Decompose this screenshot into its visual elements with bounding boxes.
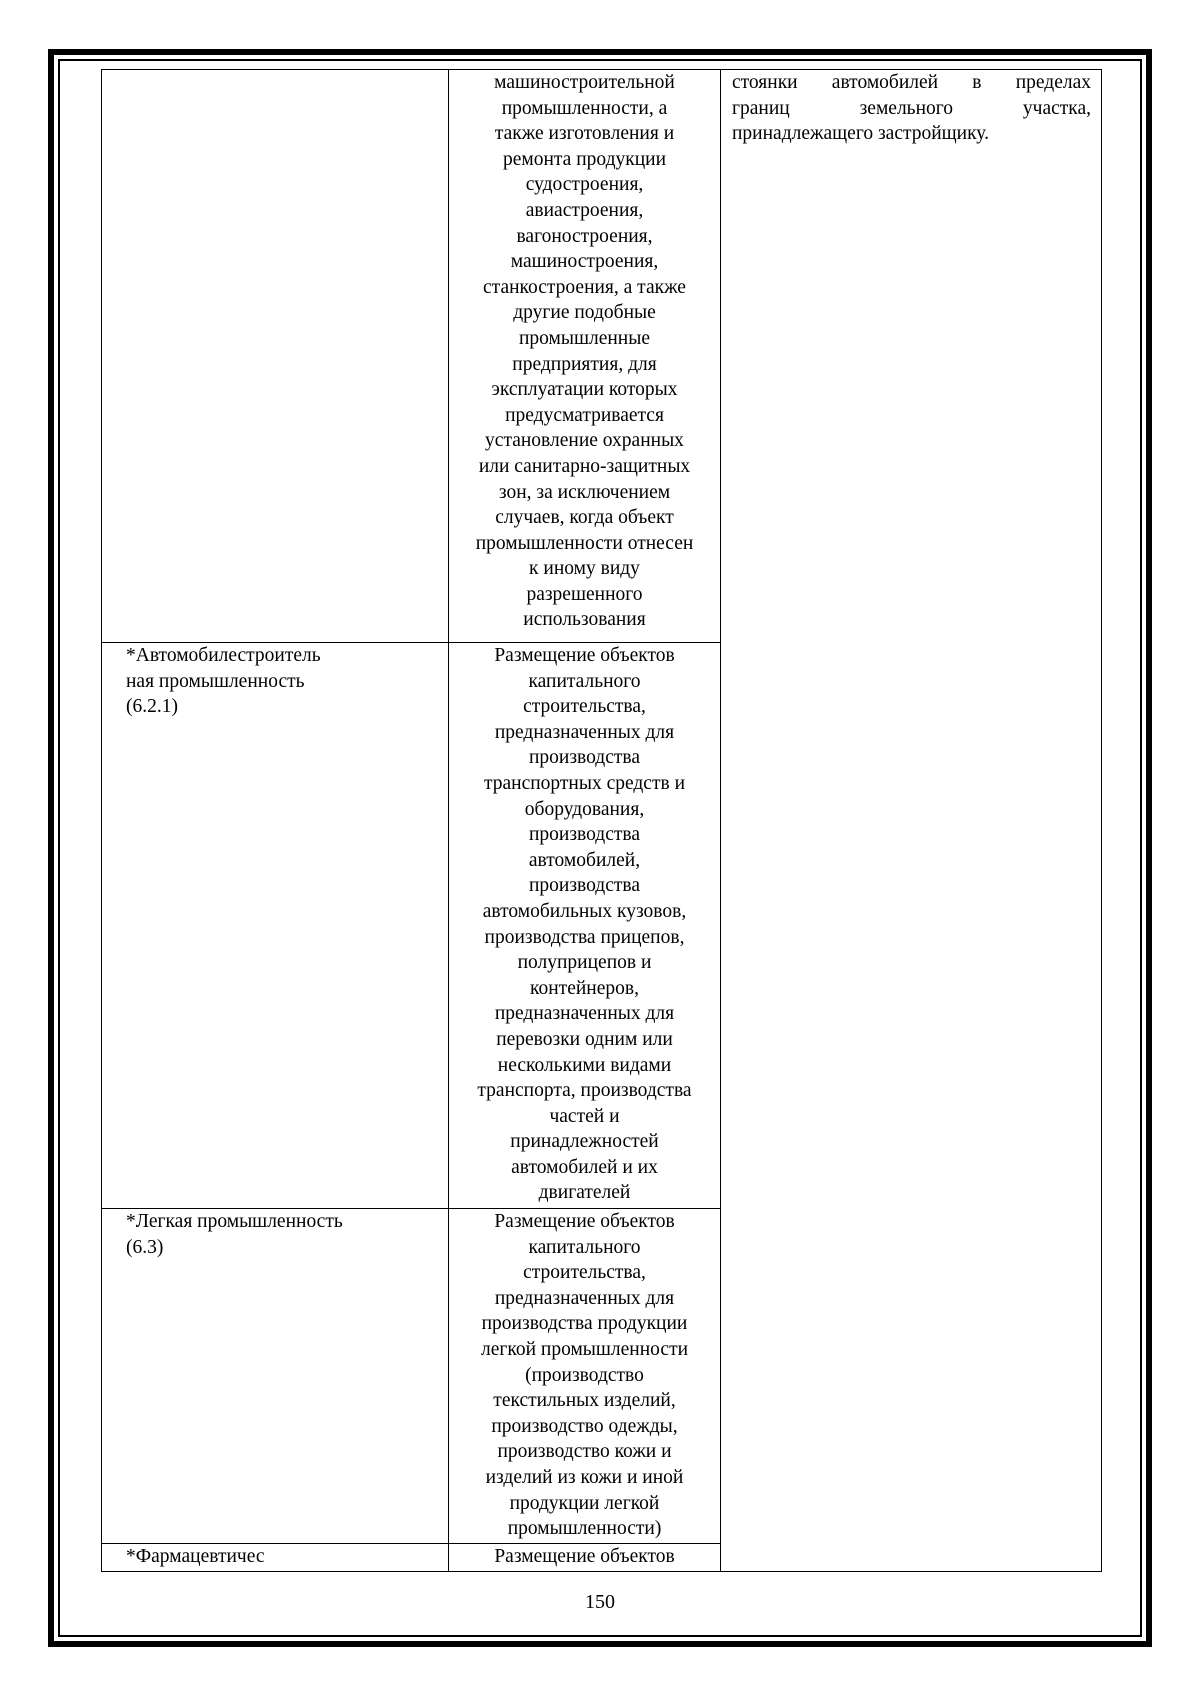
land-use-name-cell <box>102 643 449 1209</box>
description-line: вагоностроения, <box>516 225 653 247</box>
description-line: Размещение объектов <box>494 1211 675 1232</box>
description-line: принадлежностей <box>510 1131 659 1153</box>
land-use-description-cell <box>449 1209 721 1544</box>
land-use-description-cell <box>449 1544 721 1572</box>
description-line: капитального <box>528 670 641 692</box>
regulations-table <box>101 69 1102 1572</box>
description-line: или санитарно-защитных <box>478 455 691 477</box>
description-line: автомобилей, <box>528 849 641 871</box>
description-line: авиастроения, <box>525 199 644 221</box>
land-use-name-cell <box>102 70 449 643</box>
land-use-name-cell <box>102 1209 449 1544</box>
name-line: *Автомобилестроитель <box>126 645 321 666</box>
description-line: предназначенных для <box>494 1003 675 1025</box>
description-line: использования <box>523 609 646 631</box>
description-line: предусматривается <box>505 404 664 426</box>
description-line: полуприцепов и <box>517 952 652 974</box>
description-line: изделий из кожи и иной <box>485 1466 684 1488</box>
description-line: к иному виду <box>529 558 640 580</box>
description-line: легкой промышленности <box>480 1338 689 1360</box>
name-line: (6.2.1) <box>126 696 178 718</box>
description-line: установление охранных <box>485 430 684 452</box>
description-line: текстильных изделий, <box>493 1390 676 1412</box>
description-line: несколькими видами <box>497 1054 672 1076</box>
description-line: предприятия, для <box>512 353 657 375</box>
description-line: разрешенного <box>526 583 643 605</box>
land-use-name-cell <box>102 1544 449 1572</box>
description-line: промышленности отнесен <box>475 532 694 554</box>
description-line: также изготовления и <box>494 123 675 145</box>
description-line: капитального <box>528 1236 641 1258</box>
description-line: машиностроения, <box>510 251 659 273</box>
name-line: *Фармацевтичес <box>126 1546 265 1567</box>
description-line: производство одежды, <box>491 1415 678 1437</box>
description-line: частей и <box>549 1105 620 1127</box>
description-line: машиностроительной <box>494 72 675 93</box>
description-line: другие подобные <box>513 302 656 324</box>
description-line: автомобильных кузовов, <box>482 900 687 922</box>
description-line: станкостроения, а также <box>483 276 686 298</box>
description-line: двигателей <box>538 1182 631 1204</box>
description-line: случаев, когда объект <box>495 507 674 529</box>
description-line: строительства, <box>523 696 646 718</box>
description-line: Размещение объектов <box>494 645 675 666</box>
description-line: транспортных средств и <box>483 772 686 794</box>
land-use-description-cell <box>449 70 721 643</box>
description-line: судостроения, <box>525 174 644 196</box>
name-line: *Легкая промышленность <box>126 1211 343 1232</box>
description-line: предназначенных для <box>494 721 675 743</box>
description-line: промышленности, а <box>501 97 668 119</box>
description-line: производства прицепов, <box>484 926 685 948</box>
description-line: производства <box>528 747 641 769</box>
description-line: производства <box>528 824 641 846</box>
description-line: оборудования, <box>524 798 645 820</box>
description-line: эксплуатации которых <box>491 379 678 401</box>
parameters-line: стоянки автомобилей в пределах <box>732 72 1091 93</box>
description-line: промышленности) <box>507 1518 662 1540</box>
name-line: ная промышленность <box>126 670 305 692</box>
description-line: автомобилей и их <box>511 1156 658 1178</box>
parameters-cell <box>721 70 1102 1572</box>
description-line: (производство <box>525 1364 644 1386</box>
description-line: контейнеров, <box>530 977 639 999</box>
description-line: строительства, <box>523 1262 646 1284</box>
description-line: производства продукции <box>481 1313 688 1335</box>
parameters-line: границ земельного участка, <box>732 97 1091 119</box>
land-use-description-cell <box>449 643 721 1209</box>
table-row <box>102 70 1102 643</box>
description-line: промышленные <box>518 327 651 349</box>
description-line: Размещение объектов <box>494 1546 675 1567</box>
description-line: перевозки одним или <box>496 1028 673 1050</box>
name-line: (6.3) <box>126 1236 164 1258</box>
parameters-line: принадлежащего застройщику. <box>732 123 989 145</box>
description-line: ремонта продукции <box>502 148 667 170</box>
description-line: производства <box>528 875 641 897</box>
page-number: 150 <box>585 1591 615 1613</box>
description-line: предназначенных для <box>494 1287 675 1309</box>
description-line: производство кожи и <box>497 1441 672 1463</box>
description-line: продукции легкой <box>509 1492 660 1514</box>
description-line: транспорта, производства <box>477 1080 692 1102</box>
description-line: зон, за исключением <box>498 481 671 503</box>
